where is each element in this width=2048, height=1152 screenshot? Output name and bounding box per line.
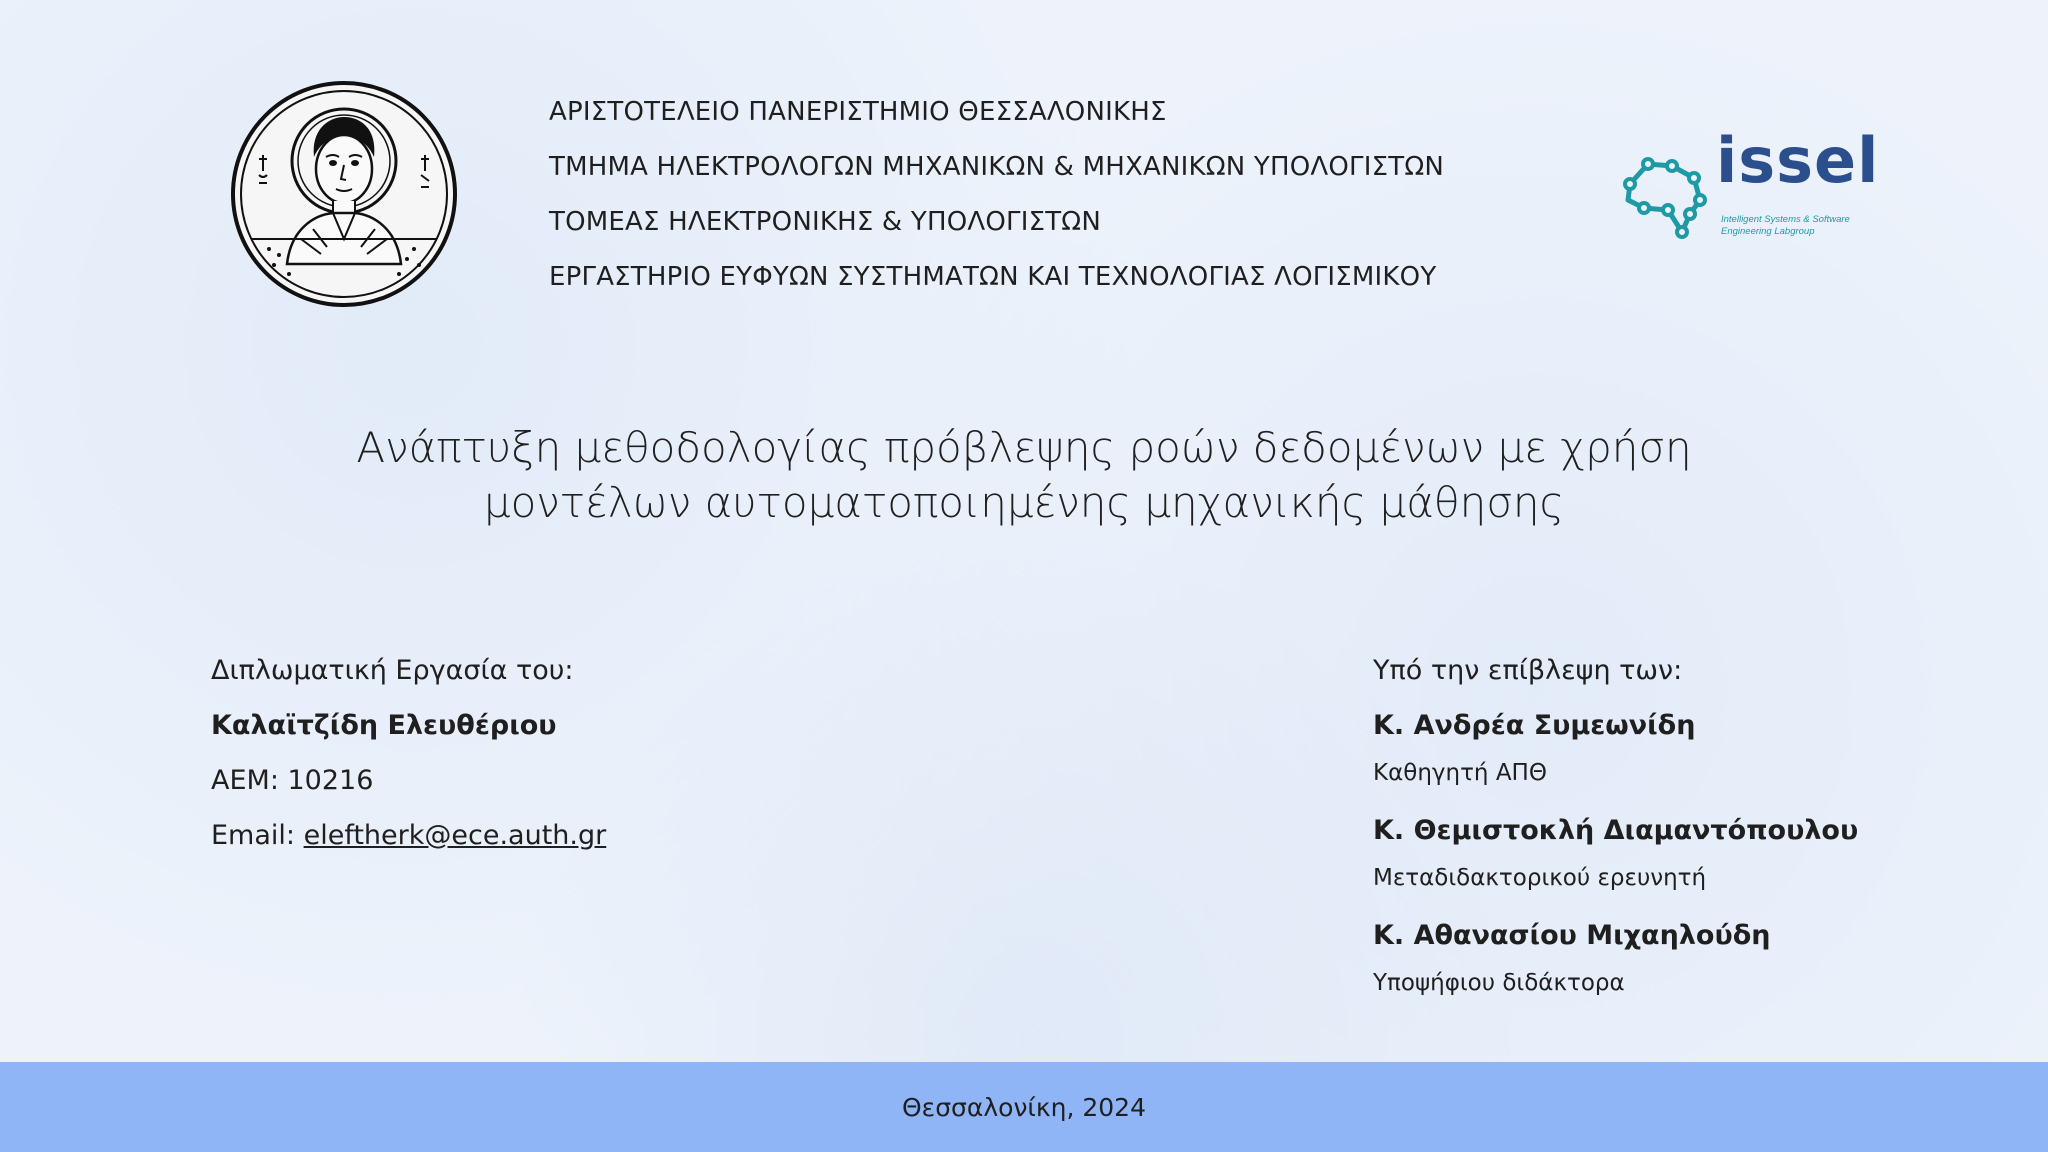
- laboratory-name: ΕΡΓΑΣΤΗΡΙΟ ΕΥΦΥΩΝ ΣΥΣΤΗΜΑΤΩΝ ΚΑΙ ΤΕΧΝΟΛΟΓΙΑΣ ΛΟΓΙΣΜΙΚΟΥ: [549, 262, 1437, 292]
- email-link[interactable]: eleftherk@ece.auth.gr: [303, 820, 607, 851]
- issel-tagline-line2: Engineering Labgroup: [1721, 226, 1815, 237]
- supervisor-name: Κ. Ανδρέα Συμεωνίδη: [1373, 710, 1696, 741]
- issel-tagline-line1: Intelligent Systems & Software: [1721, 214, 1850, 225]
- issel-tagline: [1721, 214, 1881, 238]
- issel-wordmark: issel: [1716, 124, 1880, 197]
- student-email-line: [211, 816, 911, 871]
- email-label: Email:: [211, 820, 304, 851]
- thesis-title-line2: μοντέλων αυτοματοποιημένης μηχανικής μάθησης: [483, 478, 1565, 527]
- supervisors-heading: Υπό την επίβλεψη των:: [1373, 655, 1683, 686]
- university-seal-icon: [229, 79, 459, 309]
- supervisor-role: Υποψήφιου διδάκτορα: [1373, 970, 1625, 996]
- department-name: ΤΜΗΜΑ ΗΛΕΚΤΡΟΛΟΓΩΝ ΜΗΧΑΝΙΚΩΝ & ΜΗΧΑΝΙΚΩΝ ΥΠΟΛΟΓΙΣΤΩΝ: [549, 152, 1445, 182]
- footer-location-date: Θεσσαλονίκη, 2024: [902, 1092, 1146, 1122]
- thesis-title: [200, 420, 1848, 530]
- supervisor-name: Κ. Αθανασίου Μιχαηλούδη: [1373, 920, 1771, 951]
- institution-header: [549, 92, 1569, 312]
- student-info: [211, 651, 911, 871]
- student-aem: ΑΕΜ: 10216: [211, 765, 374, 796]
- thesis-title-line1: Ανάπτυξη μεθοδολογίας πρόβλεψης ροών δεδομένων με χρήση: [356, 423, 1692, 472]
- student-heading: Διπλωματική Εργασία του:: [211, 655, 574, 686]
- supervisor-role: Μεταδιδακτορικού ερευνητή: [1373, 865, 1707, 891]
- footer-bar: [0, 1062, 2048, 1152]
- university-name: ΑΡΙΣΤΟΤΕΛΕΙΟ ΠΑΝΕΡΙΣΤΗΜΙΟ ΘΕΣΣΑΛΟΝΙΚΗΣ: [549, 97, 1167, 127]
- issel-logo: [1620, 124, 1880, 250]
- supervisors-info: [1373, 651, 1973, 1021]
- network-brain-icon: [1620, 152, 1712, 240]
- division-name: ΤΟΜΕΑΣ ΗΛΕΚΤΡΟΝΙΚΗΣ & ΥΠΟΛΟΓΙΣΤΩΝ: [549, 207, 1102, 237]
- supervisor-name: Κ. Θεμιστοκλή Διαμαντόπουλου: [1373, 815, 1859, 846]
- supervisor-role: Καθηγητή ΑΠΘ: [1373, 760, 1547, 786]
- student-name: Καλαϊτζίδη Ελευθέριου: [211, 710, 557, 741]
